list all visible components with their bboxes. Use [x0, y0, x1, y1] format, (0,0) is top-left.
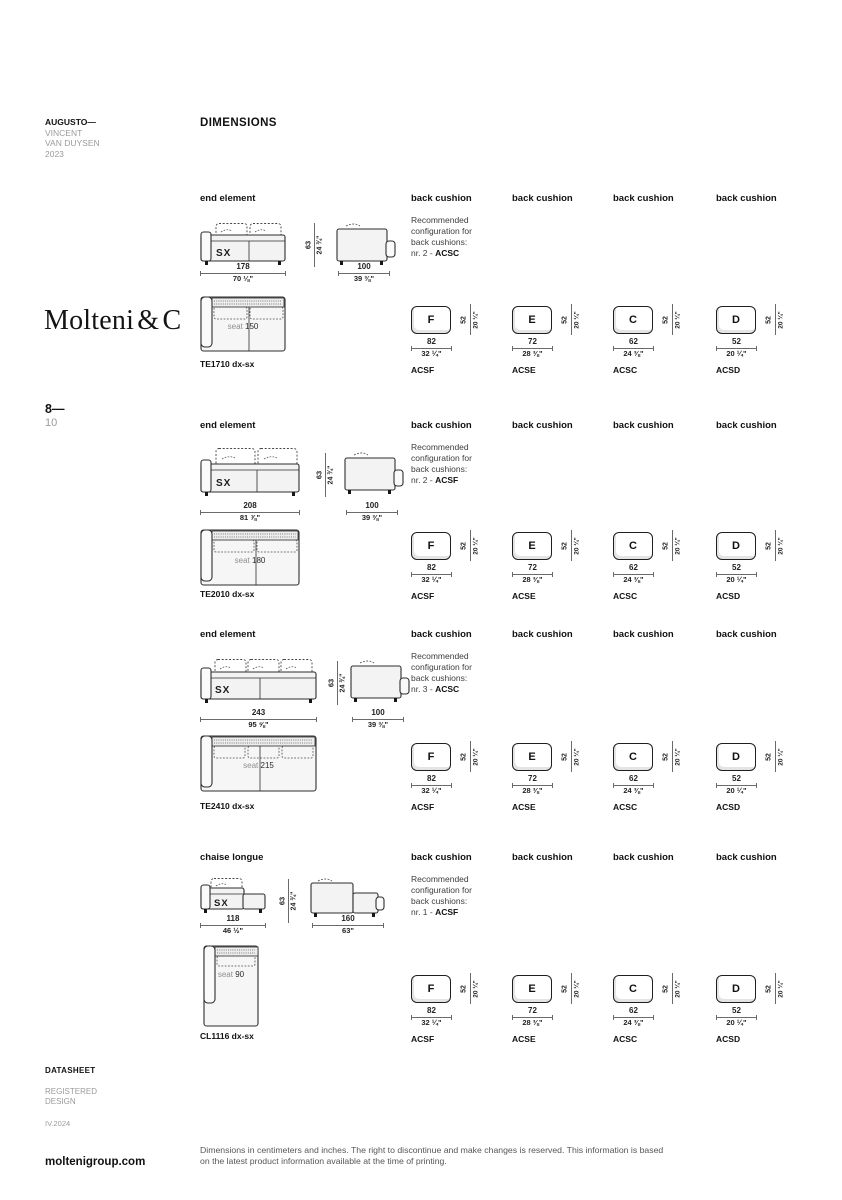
- cushion-height-dimension: 52 20 ¼": [561, 306, 583, 334]
- front-view-drawing: [200, 877, 266, 915]
- cushion-box: F: [411, 306, 451, 334]
- cushion-box: F: [411, 743, 451, 771]
- sx-label: SX: [216, 248, 232, 259]
- recommended-configuration: Recommended configuration for back cushions: nr. 3 - ACSC: [411, 651, 472, 695]
- cushion-code: ACSF: [411, 802, 435, 812]
- back-cushion-column-header: back cushion: [613, 629, 674, 640]
- cushion-d: [716, 306, 808, 375]
- cushion-e: [512, 975, 604, 1044]
- top-view-drawing: [203, 945, 259, 1027]
- cushion-height-dimension: 52 20 ¼": [662, 532, 684, 560]
- front-view-drawing: [200, 658, 317, 708]
- cushion-box: F: [411, 532, 451, 560]
- cushion-code: ACSD: [716, 1034, 741, 1044]
- cushion-width-dimension: 72 28 ⅜": [512, 775, 553, 795]
- cushion-width-dimension: 82 32 ¼": [411, 775, 452, 795]
- sx-label: SX: [215, 685, 231, 696]
- cushion-height-dimension: 52 20 ¼": [561, 743, 583, 771]
- depth-dimension: 100 39 ⅜": [346, 502, 398, 522]
- width-dimension: 208 81 ⅞": [200, 502, 300, 522]
- cushion-d: [716, 743, 808, 812]
- cushion-height-dimension: 52 20 ¼": [460, 532, 482, 560]
- back-cushion-column-header: back cushion: [716, 193, 777, 204]
- registered-design-label: REGISTERED DESIGN: [45, 1087, 98, 1106]
- designer-name-line2: VAN DUYSEN: [45, 138, 100, 148]
- cushion-height-dimension: 52 20 ¼": [460, 306, 482, 334]
- sx-label: SX: [216, 478, 232, 489]
- cushion-code: ACSF: [411, 365, 435, 375]
- cushion-code: ACSD: [716, 365, 741, 375]
- height-dimension: 63 24 ¾": [314, 453, 336, 497]
- seat-dimension: seat 215: [243, 761, 274, 770]
- product-type-label: end element: [200, 193, 256, 204]
- collection-year: 2023: [45, 148, 64, 159]
- sx-label: SX: [214, 898, 229, 909]
- collection-name: AUGUSTO—: [45, 117, 96, 127]
- back-cushion-column-header: back cushion: [716, 420, 777, 431]
- cushion-d: [716, 975, 808, 1044]
- collection-block: [45, 117, 100, 159]
- seat-dimension: seat 180: [234, 556, 266, 565]
- edition-label: IV.2024: [45, 1119, 71, 1128]
- cushion-code: ACSE: [512, 802, 536, 812]
- back-cushion-column-header: back cushion: [411, 420, 472, 431]
- back-cushion-column-header: back cushion: [613, 193, 674, 204]
- cushion-height-dimension: 52 20 ¼": [460, 743, 482, 771]
- back-cushion-column-header: back cushion: [411, 629, 472, 640]
- cushion-box: E: [512, 532, 552, 560]
- recommended-configuration: Recommended configuration for back cushions: nr. 1 - ACSF: [411, 874, 472, 918]
- config-code: ACSF: [435, 475, 459, 486]
- cushion-box: D: [716, 975, 756, 1003]
- cushion-height-dimension: 52 20 ¼": [561, 532, 583, 560]
- cushion-height-dimension: 52 20 ¼": [765, 975, 787, 1003]
- cushion-d: [716, 532, 808, 601]
- side-view-drawing: [344, 451, 406, 497]
- page-title: DIMENSIONS: [200, 117, 277, 129]
- cushion-width-dimension: 52 20 ¼": [716, 775, 757, 795]
- cushion-code: ACSF: [411, 1034, 435, 1044]
- datasheet-label: DATASHEET: [45, 1066, 96, 1075]
- depth-dimension: 100 39 ⅜": [352, 709, 404, 729]
- product-type-label: chaise longue: [200, 852, 264, 863]
- product-type-label: end element: [200, 420, 256, 431]
- seat-dimension: seat 150: [227, 322, 259, 331]
- recommended-configuration: Recommended configuration for back cushions: nr. 2 - ACSC: [411, 215, 472, 259]
- cushion-c: [613, 743, 705, 812]
- model-code: TE2010 dx-sx: [200, 589, 255, 599]
- back-cushion-column-header: back cushion: [512, 629, 573, 640]
- cushion-width-dimension: 82 32 ¼": [411, 338, 452, 358]
- back-cushion-column-header: back cushion: [613, 420, 674, 431]
- cushion-height-dimension: 52 20 ¼": [662, 306, 684, 334]
- cushion-width-dimension: 52 20 ¼": [716, 1007, 757, 1027]
- cushion-width-dimension: 62 24 ⅜": [613, 1007, 654, 1027]
- cushion-height-dimension: 52 20 ¼": [765, 532, 787, 560]
- product-row-te2410: [200, 629, 822, 829]
- model-code: TE2410 dx-sx: [200, 801, 255, 811]
- cushion-box: C: [613, 743, 653, 771]
- cushion-c: [613, 532, 705, 601]
- designer-name-line1: VINCENT: [45, 127, 83, 138]
- cushion-height-dimension: 52 20 ¼": [662, 975, 684, 1003]
- cushion-f: [411, 532, 503, 601]
- cushion-code: ACSE: [512, 591, 536, 601]
- side-view-drawing: [350, 659, 412, 705]
- cushion-code: ACSC: [613, 802, 638, 812]
- cushion-box: C: [613, 306, 653, 334]
- cushion-box: E: [512, 743, 552, 771]
- depth-dimension: 100 39 ⅜": [338, 263, 390, 283]
- page-current: 8—: [45, 402, 65, 416]
- cushion-width-dimension: 72 28 ⅜": [512, 1007, 553, 1027]
- height-dimension: 63 24 ¾": [326, 661, 348, 705]
- website-link: moltenigroup.com: [45, 1156, 146, 1168]
- cushion-box: D: [716, 743, 756, 771]
- back-cushion-column-header: back cushion: [613, 852, 674, 863]
- height-dimension: 63 24 ¾": [303, 223, 325, 267]
- cushion-code: ACSD: [716, 802, 741, 812]
- config-code: ACSC: [435, 684, 460, 695]
- product-row-te1710: [200, 193, 822, 393]
- cushion-box: D: [716, 306, 756, 334]
- cushion-width-dimension: 72 28 ⅜": [512, 338, 553, 358]
- product-row-cl1116: [200, 852, 822, 1052]
- back-cushion-column-header: back cushion: [411, 193, 472, 204]
- seat-dimension: seat 90: [217, 970, 245, 979]
- cushion-height-dimension: 52 20 ¼": [765, 306, 787, 334]
- cushion-code: ACSF: [411, 591, 435, 601]
- page-number: [45, 402, 64, 430]
- cushion-code: ACSC: [613, 591, 638, 601]
- cushion-height-dimension: 52 20 ¼": [460, 975, 482, 1003]
- recommended-configuration: Recommended configuration for back cushions: nr. 2 - ACSF: [411, 442, 472, 486]
- cushion-f: [411, 743, 503, 812]
- cushion-box: C: [613, 975, 653, 1003]
- back-cushion-column-header: back cushion: [716, 629, 777, 640]
- cushion-width-dimension: 82 32 ¼": [411, 1007, 452, 1027]
- height-dimension: 63 24 ¾": [277, 879, 299, 923]
- cushion-f: [411, 306, 503, 375]
- page-total: 10: [45, 417, 58, 429]
- front-view-drawing: [200, 447, 300, 501]
- width-dimension: 118 46 ½": [200, 915, 266, 935]
- cushion-width-dimension: 62 24 ⅜": [613, 564, 654, 584]
- cushion-height-dimension: 52 20 ¼": [662, 743, 684, 771]
- cushion-box: E: [512, 975, 552, 1003]
- cushion-code: ACSE: [512, 365, 536, 375]
- molteni-logo: Molteni & C: [44, 305, 182, 336]
- cushion-e: [512, 743, 604, 812]
- cushion-box: C: [613, 532, 653, 560]
- depth-dimension: 160 63": [312, 915, 384, 935]
- cushion-code: ACSC: [613, 1034, 638, 1044]
- cushion-f: [411, 975, 503, 1044]
- config-code: ACSC: [435, 248, 460, 259]
- product-type-label: end element: [200, 629, 256, 640]
- back-cushion-column-header: back cushion: [411, 852, 472, 863]
- cushion-code: ACSE: [512, 1034, 536, 1044]
- cushion-code: ACSC: [613, 365, 638, 375]
- back-cushion-column-header: back cushion: [512, 420, 573, 431]
- back-cushion-column-header: back cushion: [512, 852, 573, 863]
- footer-disclaimer: Dimensions in centimeters and inches. The right to discontinue and make changes is reserved. This information is based on the latest product information available at the time of printing.: [200, 1145, 664, 1166]
- cushion-c: [613, 975, 705, 1044]
- model-code: CL1116 dx-sx: [200, 1031, 254, 1041]
- cushion-width-dimension: 62 24 ⅜": [613, 775, 654, 795]
- cushion-height-dimension: 52 20 ¼": [561, 975, 583, 1003]
- cushion-width-dimension: 72 28 ⅜": [512, 564, 553, 584]
- back-cushion-column-header: back cushion: [512, 193, 573, 204]
- model-code: TE1710 dx-sx: [200, 359, 255, 369]
- width-dimension: 178 70 ⅛": [200, 263, 286, 283]
- config-code: ACSF: [435, 907, 459, 918]
- product-row-te2010: [200, 420, 822, 620]
- cushion-e: [512, 532, 604, 601]
- back-cushion-column-header: back cushion: [716, 852, 777, 863]
- cushion-box: F: [411, 975, 451, 1003]
- cushion-height-dimension: 52 20 ¼": [765, 743, 787, 771]
- cushion-code: ACSD: [716, 591, 741, 601]
- cushion-width-dimension: 62 24 ⅜": [613, 338, 654, 358]
- cushion-box: D: [716, 532, 756, 560]
- cushion-c: [613, 306, 705, 375]
- cushion-width-dimension: 52 20 ¼": [716, 564, 757, 584]
- cushion-width-dimension: 52 20 ¼": [716, 338, 757, 358]
- cushion-e: [512, 306, 604, 375]
- width-dimension: 243 95 ⅝": [200, 709, 317, 729]
- cushion-width-dimension: 82 32 ¼": [411, 564, 452, 584]
- cushion-box: E: [512, 306, 552, 334]
